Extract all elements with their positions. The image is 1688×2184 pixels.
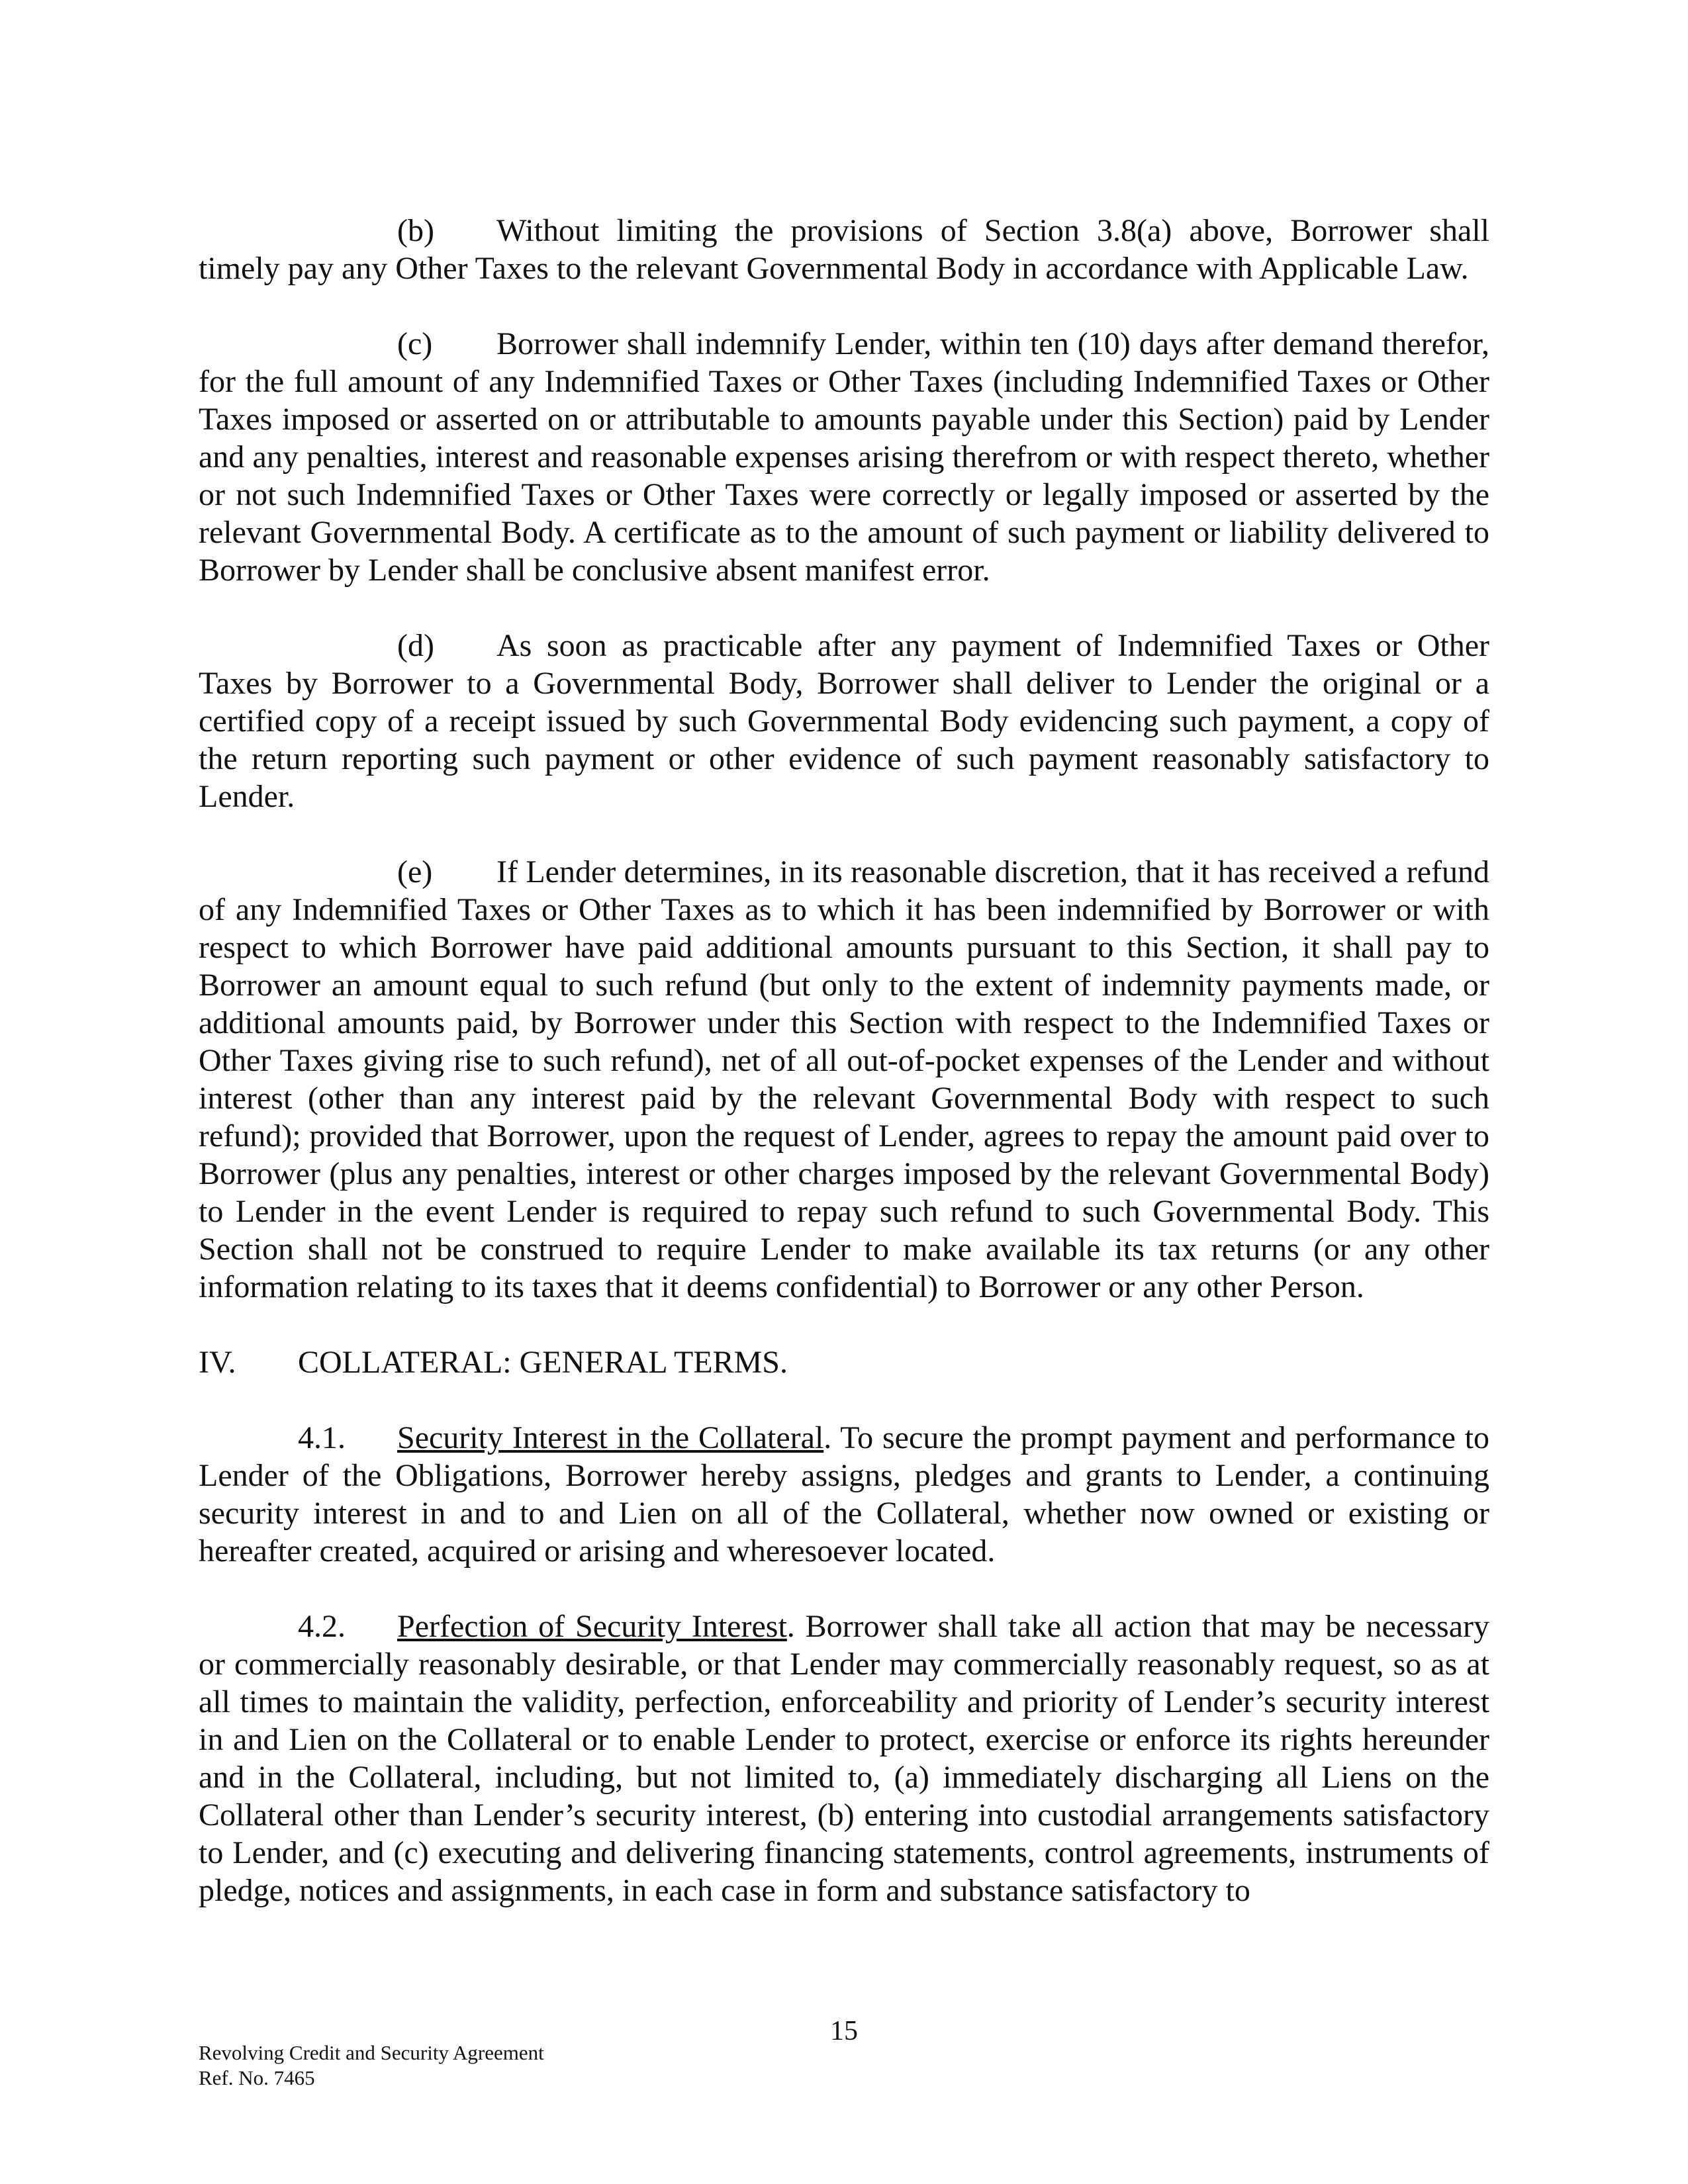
section-text: . Borrower shall take all action that may be necessary or commercially reasonably desirable, or that Lender may commercially reasonably request, so as at all times to maintain the validity, perfection, enforceability and priority of Lender’s security interest in and Lien on the Collateral or to enable Lender to protect, exercise or enforce its rights hereunder and in the Collateral, including, but not limited to, (a) immediately discharging all Liens on the Collateral other than Lender’s security interest, (b) entering into custodial arrangements satisfactory to Lender, and (c) executing and delivering financing statements, control agreements, instruments of pledge, notices and assignments, in each case in form and substance satisfactory to bbox=[199, 1609, 1490, 1908]
footer bbox=[199, 2040, 544, 2091]
article-title: COLLATERAL: GENERAL TERMS. bbox=[298, 1345, 788, 1380]
section-number: 4.1. bbox=[298, 1420, 346, 1455]
paragraph-e bbox=[199, 853, 1489, 1306]
footer-agreement-title: Revolving Credit and Security Agreement bbox=[199, 2041, 544, 2064]
article-number: IV. bbox=[199, 1345, 236, 1380]
paragraph-d bbox=[199, 627, 1489, 815]
paragraph-marker: (b) bbox=[397, 213, 434, 248]
paragraph-b bbox=[199, 212, 1489, 287]
paragraph-marker: (e) bbox=[397, 854, 433, 889]
paragraph-text: Borrower shall indemnify Lender, within ten (10) days after demand therefor, for the full amount of any Indemnified Taxes or Other Taxes (including Indemnified Taxes or Other Taxes imposed or asserted on or attributable to amounts payable under this Section) paid by Lender and any penalties, interest and reasonable expenses arising therefrom or with respect thereto, whether or not such Indemnified Taxes or Other Taxes were correctly or legally imposed or asserted by the relevant Governmental Body. A certificate as to the amount of such payment or liability delivered to Borrower by Lender shall be conclusive absent manifest error. bbox=[199, 326, 1489, 588]
paragraph-text: As soon as practicable after any payment of Indemnified Taxes or Other Taxes by Borrower to a Governmental Body, Borrower shall deliver to Lender the original or a certified copy of a receipt issued by such Governmental Body evidencing such payment, a copy of the return reporting such payment or other evidence of such payment reasonably satisfactory to Lender. bbox=[199, 628, 1489, 814]
paragraph-marker: (d) bbox=[397, 628, 434, 663]
section-4-1 bbox=[199, 1419, 1489, 1570]
section-title: Security Interest in the Collateral bbox=[397, 1420, 824, 1455]
paragraph-text: Without limiting the provisions of Section 3.8(a) above, Borrower shall timely pay any Other Taxes to the relevant Governmental Body in accordance with Applicable Law. bbox=[199, 213, 1489, 286]
paragraph-text: If Lender determines, in its reasonable discretion, that it has received a refund of any Indemnified Taxes or Other Taxes as to which it has been indemnified by Borrower or with respect to which Borrower have paid additional amounts pursuant to this Section, it shall pay to Borrower an amount equal to such refund (but only to the extent of indemnity payments made, or additional amounts paid, by Borrower under this Section with respect to the Indemnified Taxes or Other Taxes giving rise to such refund), net of all out-of-pocket expenses of the Lender and without interest (other than any interest paid by the relevant Governmental Body with respect to such refund); provided that Borrower, upon the request of Lender, agrees to repay the amount paid over to Borrower (plus any penalties, interest or other charges imposed by the relevant Governmental Body) to Lender in the event Lender is required to repay such refund to such Governmental Body. This Section shall not be construed to require Lender to make available its tax returns (or any other information relating to its taxes that it deems confidential) to Borrower or any other Person. bbox=[199, 854, 1489, 1304]
section-text: . To secure the prompt payment and performance to Lender of the Obligations, Borrower hereby assigns, pledges and grants to Lender, a continuing security interest in and to and Lien on all of the Collateral, whether now owned or existing or hereafter created, acquired or arising and wheresoever located. bbox=[199, 1420, 1489, 1569]
section-title: Perfection of Security Interest bbox=[397, 1609, 787, 1644]
footer-reference-number: Ref. No. 7465 bbox=[199, 2066, 315, 2089]
document-body bbox=[199, 212, 1489, 1947]
page-number: 15 bbox=[830, 2016, 858, 2046]
paragraph-marker: (c) bbox=[397, 326, 433, 361]
section-4-2 bbox=[199, 1608, 1489, 1909]
paragraph-c bbox=[199, 325, 1489, 589]
section-number: 4.2. bbox=[298, 1609, 346, 1644]
article-heading bbox=[199, 1343, 1489, 1381]
